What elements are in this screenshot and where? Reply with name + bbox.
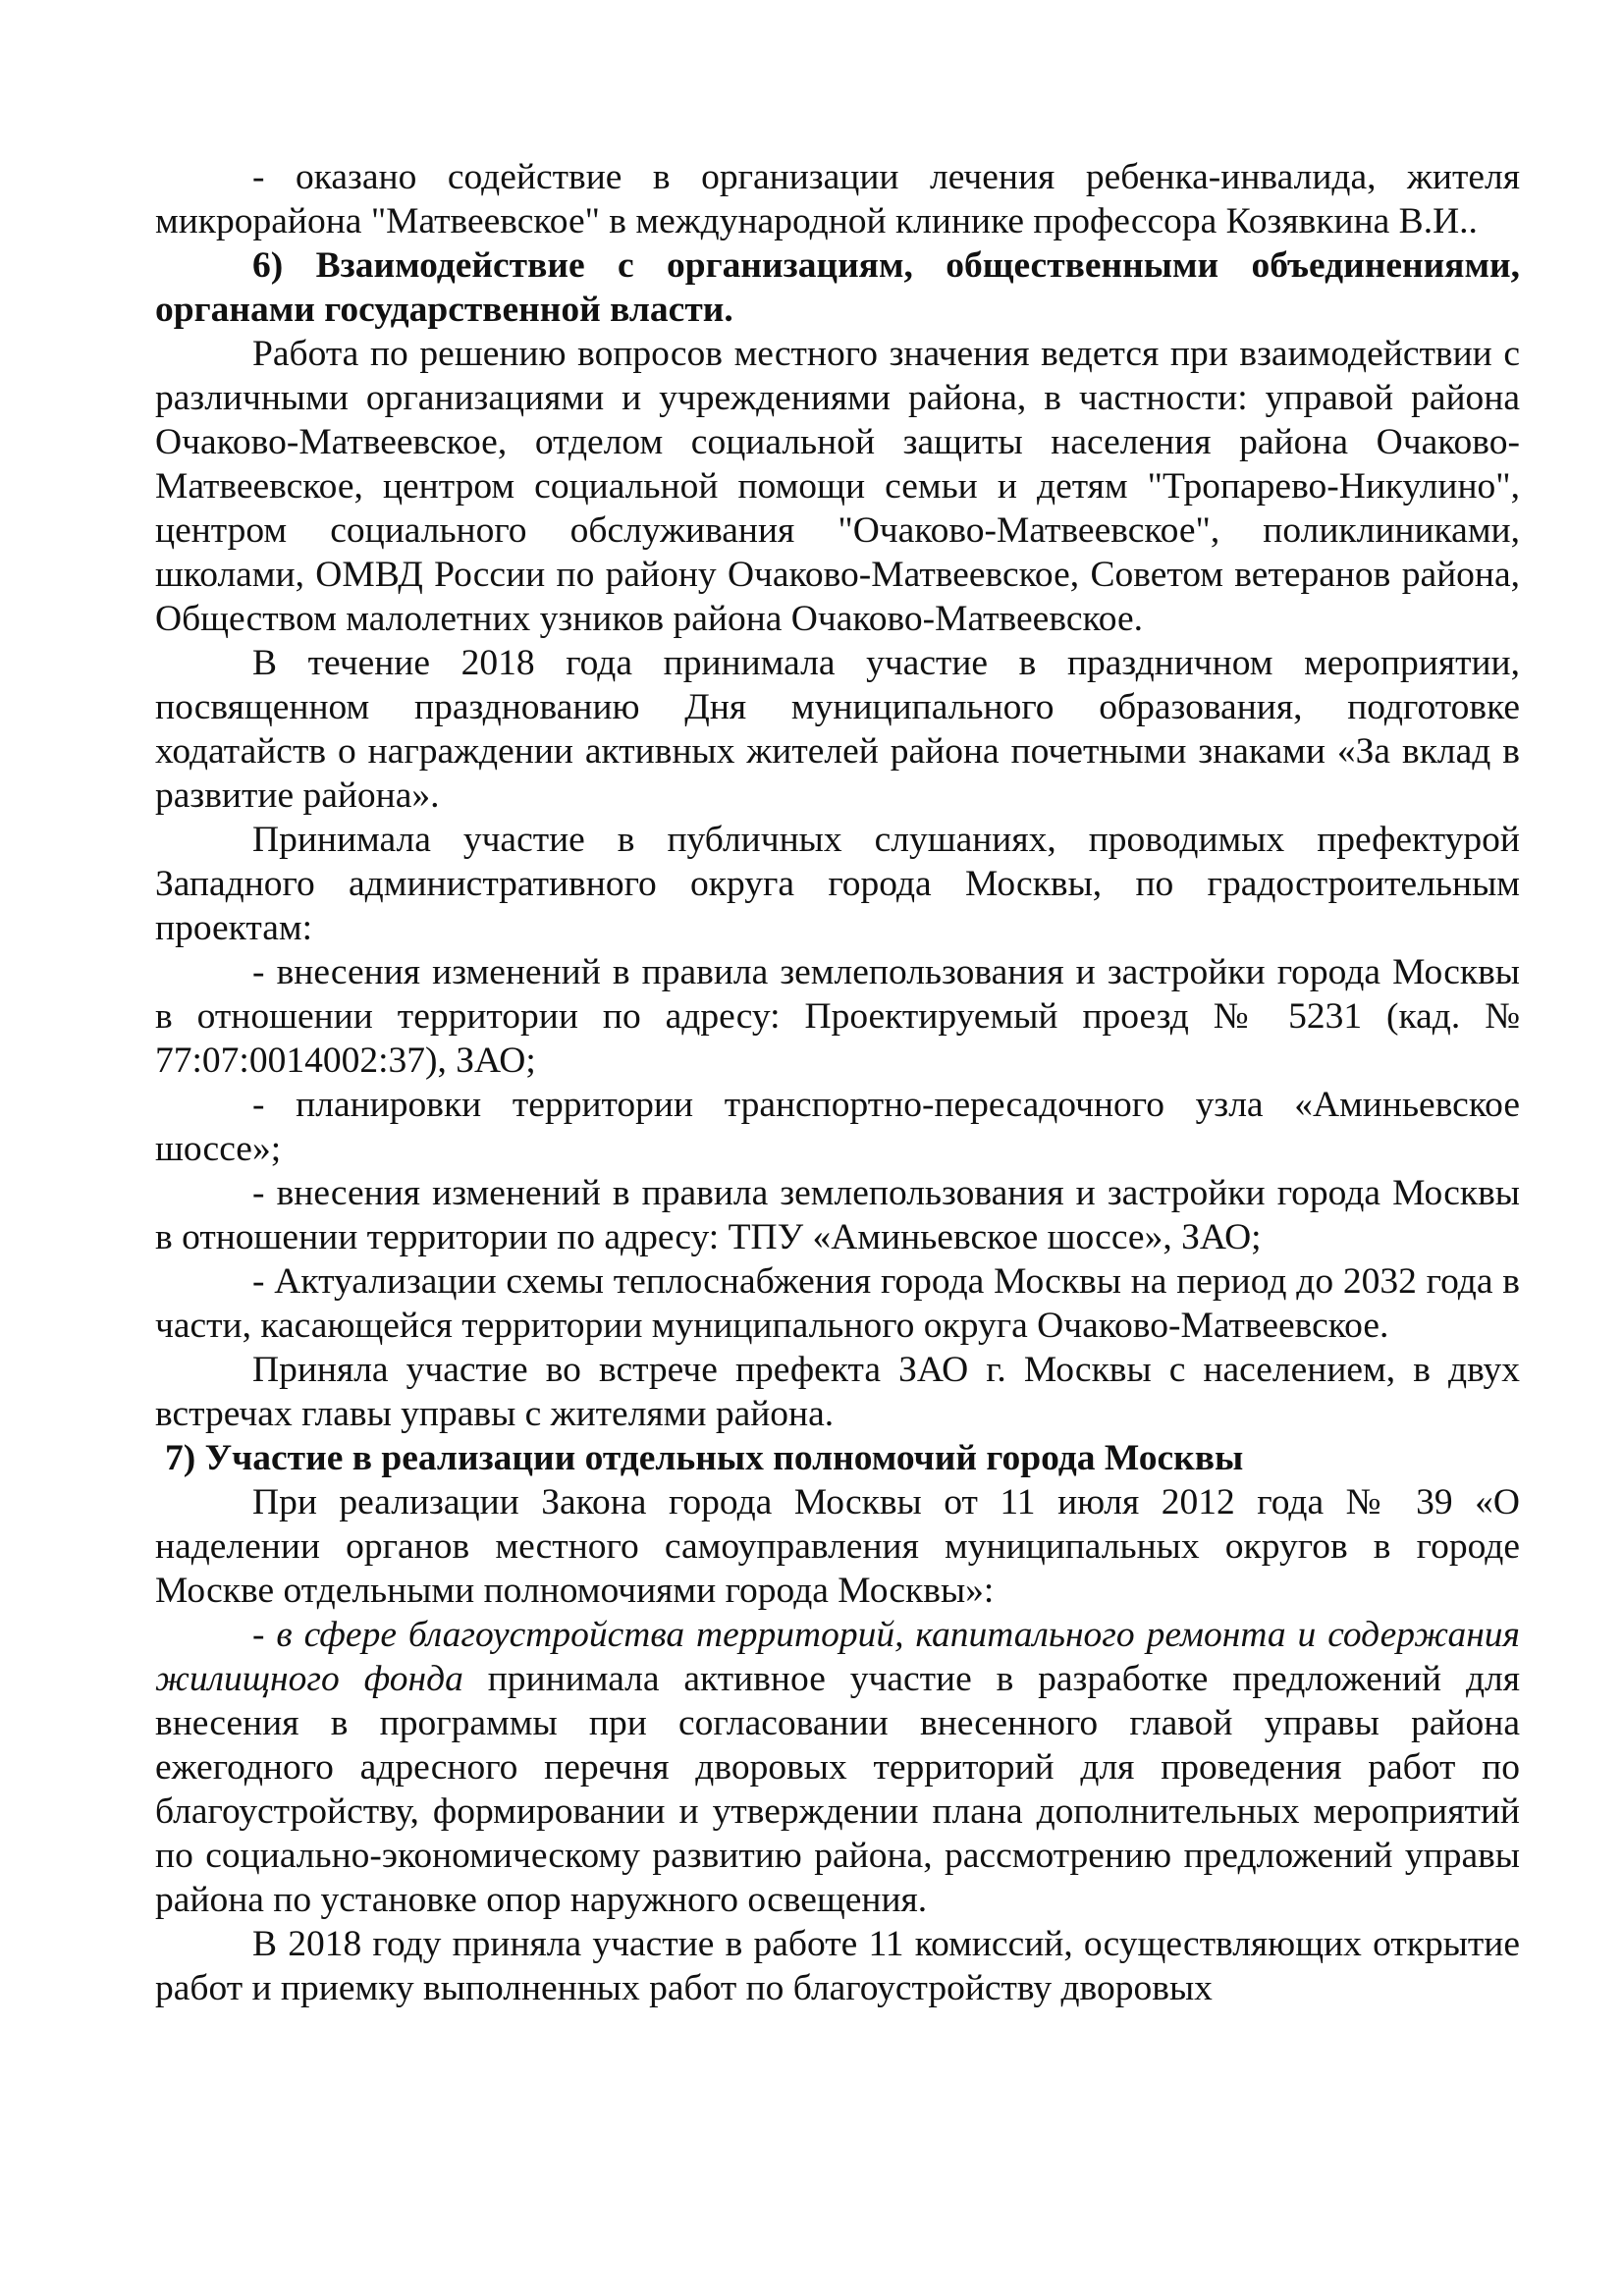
paragraph-improvement xyxy=(155,1613,1520,1922)
section-heading-6: 6) Взаимодействие с организациям, общественными объединениями, органами государственной власти. xyxy=(155,245,1520,330)
list-item-tpu-planning: - планировки территории транспортно-пересадочного узла «Аминьевское шоссе»; xyxy=(155,1085,1520,1169)
paragraph-treatment-assistance: - оказано содействие в организации лечения ребенка-инвалида, жителя микрорайона "Матвеевское" в международной клинике профессора Козявкина В.И.. xyxy=(155,157,1520,241)
list-item-heat-supply: - Актуализации схемы теплоснабжения города Москвы на период до 2032 года в части, касающейся территории муниципального округа Очаково-Матвеевское. xyxy=(155,1261,1520,1346)
document-page xyxy=(155,155,1520,2010)
section-heading-7: 7) Участие в реализации отдельных полномочий города Москвы xyxy=(165,1438,1244,1478)
list-item-zoning-5231: - внесения изменений в правила землепользования и застройки города Москвы в отношении территории по адресу: Проектируемый проезд № 5231 (кад. № 77:07:0014002:37), ЗАО; xyxy=(155,952,1520,1081)
paragraph-moscow-law: При реализации Закона города Москвы от 11 июля 2012 года № 39 «О наделении органов местного самоуправления муниципальных округов в городе Москве отдельными полномочиями города Москвы»: xyxy=(155,1482,1520,1611)
paragraph-commissions: В 2018 году приняла участие в работе 11 комиссий, осуществляющих открытие работ и приемку выполненных работ по благоустройству дворовых xyxy=(155,1924,1520,2008)
paragraph-municipal-day: В течение 2018 года принимала участие в праздничном мероприятии, посвященном празднованию Дня муниципального образования, подготовке ходатайств о награждении активных жителей района почетными знаками «За вклад в развитие района». xyxy=(155,643,1520,816)
paragraph-interaction: Работа по решению вопросов местного значения ведется при взаимодействии с различными организациями и учреждениями района, в частности: управой района Очаково-Матвеевское, отделом социальной защиты населения района Очаково-Матвеевское, центром социальной помощи семьи и детям "Тропарево-Никулино", центром социального обслуживания "Очаково-Матвеевское", поликлиниками, школами, ОМВД России по району Очаково-Матвеевское, Советом ветеранов района, Обществом малолетних узников района Очаково-Матвеевское. xyxy=(155,334,1520,639)
improvement-lead-italic: - в сфере благоустройства территорий, капитального ремонта и содержания жилищного фонда xyxy=(155,1615,1520,1699)
improvement-text: принимала активное участие в разработке предложений для внесения в программы при согласовании внесенного главой управы района ежегодного адресного перечня дворовых территорий для проведения работ по благоустройству, формировании и утверждении плана дополнительных мероприятий по социально-экономическому развитию района, рассмотрению предложений управы района по установке опор наружного освещения. xyxy=(155,1659,1520,1920)
paragraph-prefect-meeting: Приняла участие во встрече префекта ЗАО г. Москвы с населением, в двух встречах главы управы с жителями района. xyxy=(155,1350,1520,1434)
list-item-zoning-tpu: - внесения изменений в правила землепользования и застройки города Москвы в отношении территории по адресу: ТПУ «Аминьевское шоссе», ЗАО; xyxy=(155,1173,1520,1257)
paragraph-public-hearings: Принимала участие в публичных слушаниях, проводимых префектурой Западного административного округа города Москвы, по градостроительным проектам: xyxy=(155,820,1520,948)
